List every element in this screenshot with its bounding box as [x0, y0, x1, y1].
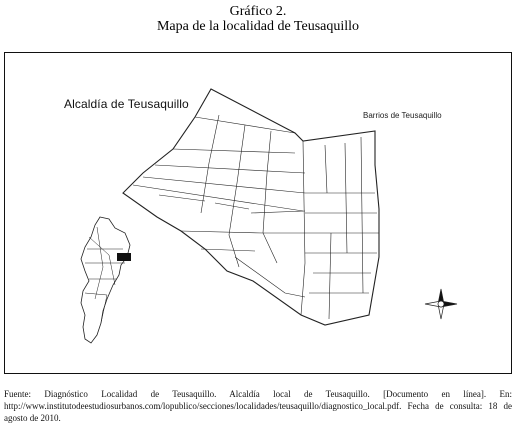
source-note: Fuente: Diagnóstico Localidad de Teusaquillo. Alcaldía local de Teusaquillo. [Documento en línea]. En: http://www.institutodeestudiosurbanos.com/lopublico/secciones/localidades/teusaquillo/diagnostico_local.pdf. Fecha de consulta: 18 de agosto de 2010.	[4, 389, 512, 423]
teusaquillo-highlight	[117, 253, 131, 261]
figure-title: Mapa de la localidad de Teusaquillo	[156, 19, 360, 34]
map-legend-label: Barrios de Teusaquillo	[363, 111, 442, 120]
compass-rose	[425, 289, 457, 319]
locality-outline	[123, 89, 379, 325]
teusaquillo-map	[123, 89, 379, 325]
figure-number: Gráfico 2.	[229, 4, 287, 19]
locator-inset	[81, 217, 131, 343]
bogota-outline	[81, 217, 130, 343]
figure-caption	[0, 4, 516, 34]
map-header: Alcaldía de Teusaquillo	[64, 97, 189, 111]
